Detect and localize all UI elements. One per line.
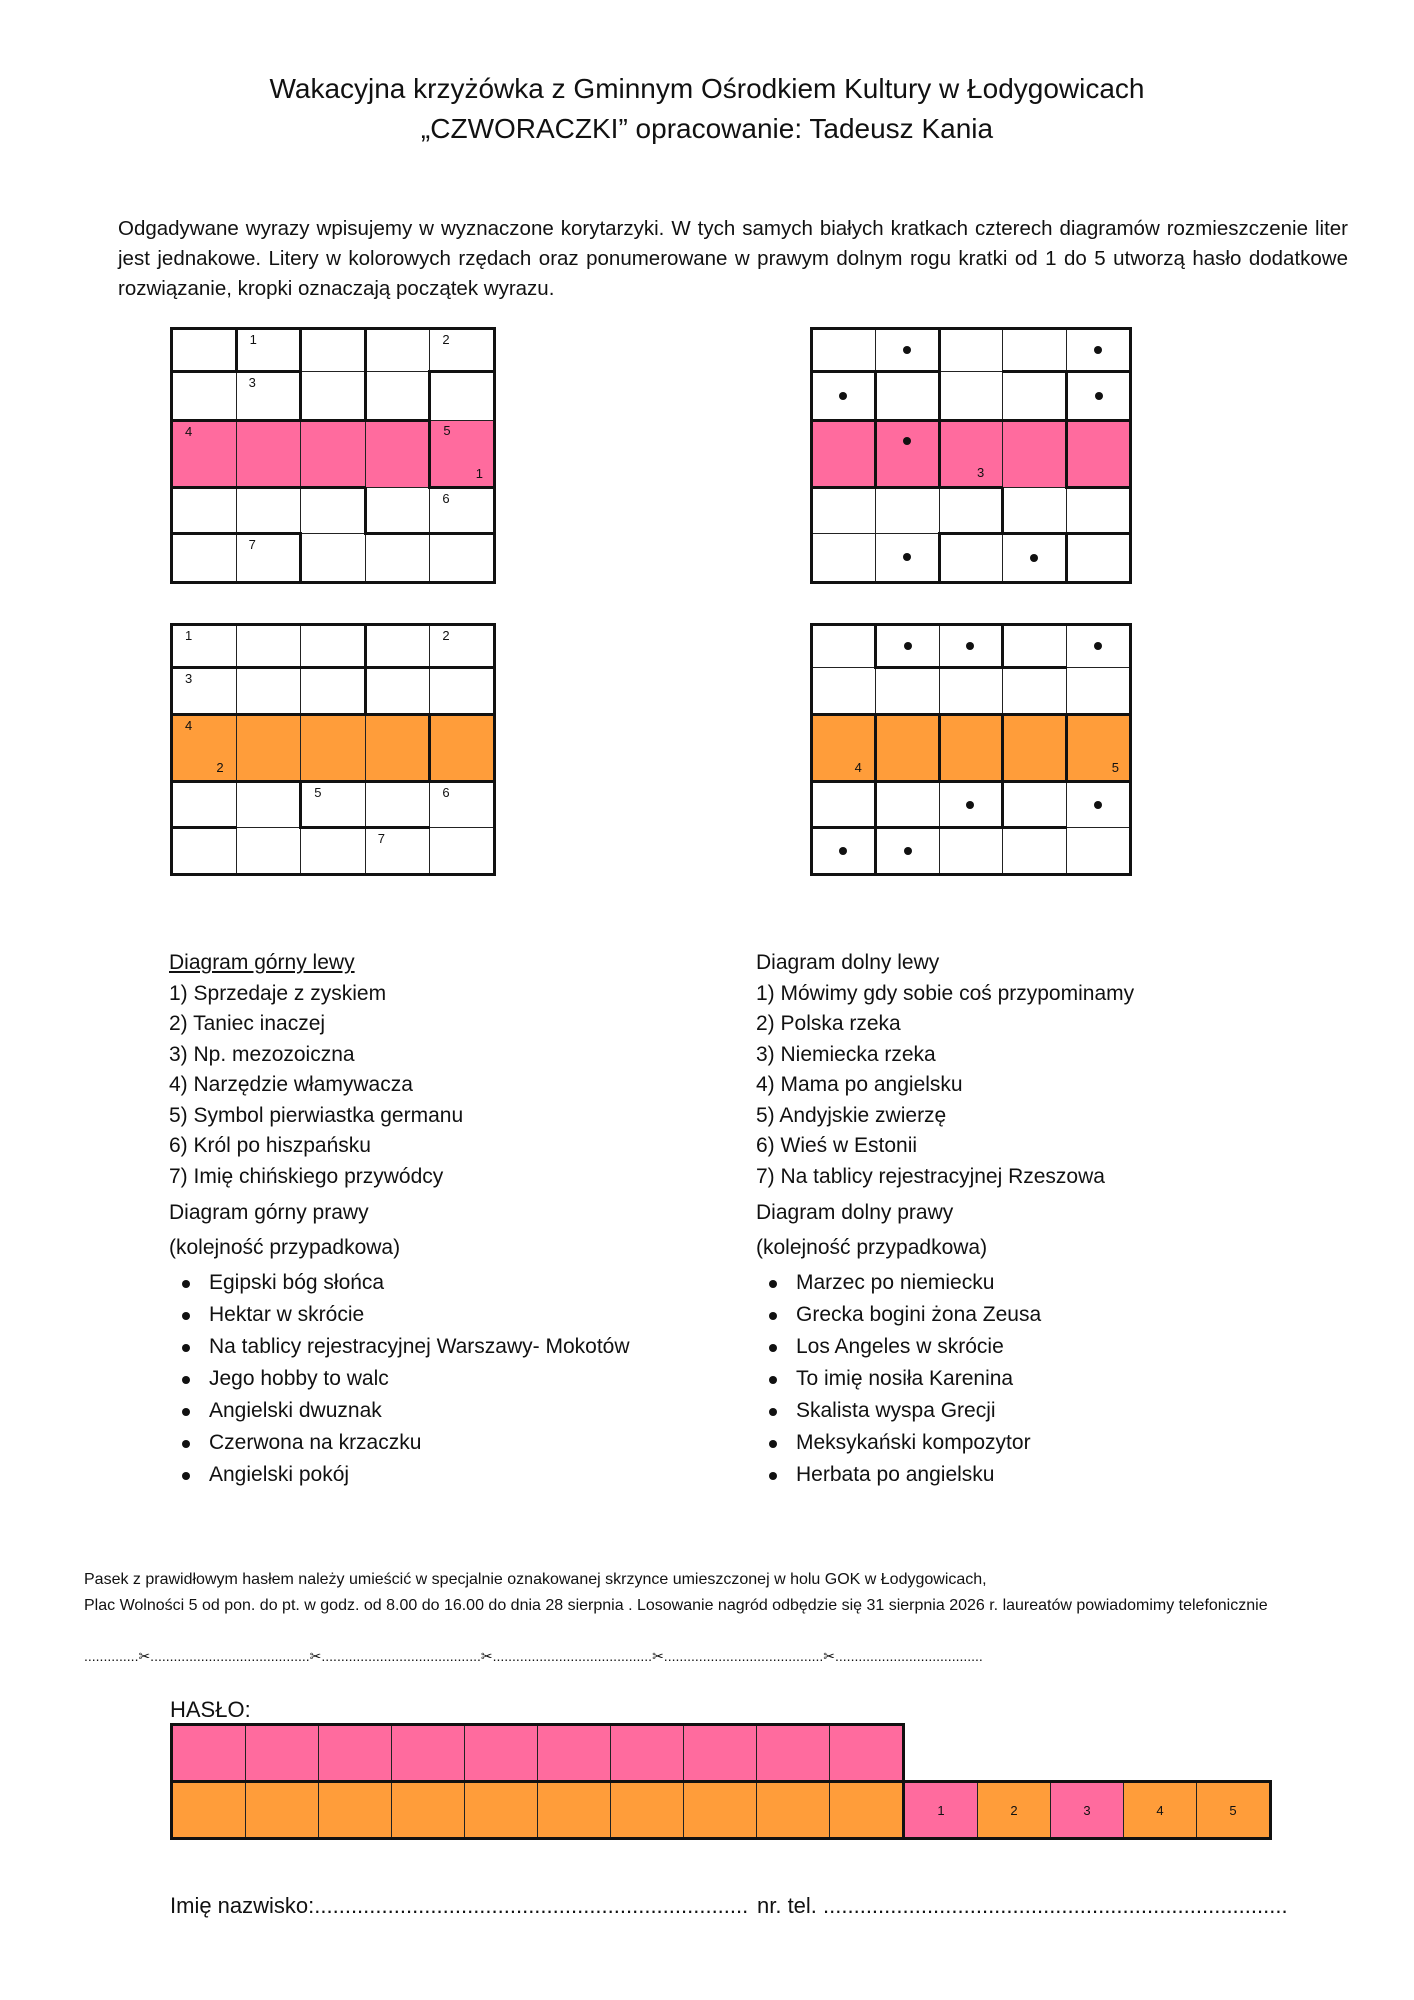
clue-item: Angielski pokój [209,1459,630,1491]
clue-item: Jego hobby to walc [209,1363,630,1395]
grid-cell[interactable] [939,625,1003,668]
grid-cell-colored[interactable] [939,420,1003,488]
grid-top-left [170,327,496,584]
haslo-cell[interactable] [538,1725,611,1782]
solution-number: 1 [475,466,483,482]
cell-number: 4 [185,717,193,733]
haslo-cell[interactable] [172,1782,246,1839]
grid-cell[interactable] [172,625,237,668]
cell-number: 5 [314,785,322,801]
cell-number: 5 [443,422,451,438]
clues-heading: Diagram górny prawy [169,1201,369,1224]
grid-cell-colored[interactable] [236,714,301,781]
grid-cell-colored[interactable] [875,420,939,488]
grid-cell-colored[interactable] [875,714,939,781]
grid-cell[interactable] [365,667,430,714]
clue-item: Herbata po angielsku [796,1459,1134,1491]
grid-bottom-left [170,623,496,876]
solution-number: 3 [977,465,985,480]
grid-cell-colored[interactable] [812,714,876,781]
solution-number: 2 [216,760,224,776]
haslo-cell[interactable] [246,1782,319,1839]
grid-cell-colored[interactable] [1067,420,1131,488]
footer-info [84,1567,1384,1619]
cell-number: 7 [377,831,386,847]
clue-item: 2) Polska rzeka [756,1012,901,1035]
start-dot-icon [903,346,911,354]
grid-cell[interactable] [430,533,495,582]
grid-cell[interactable] [365,488,430,533]
clue-item: Hektar w skrócie [209,1299,630,1331]
haslo-number-cell[interactable]: 1 [904,1782,978,1839]
grid-cell[interactable] [301,329,366,372]
grid-cell[interactable] [172,372,237,420]
clue-item: 4) Mama po angielsku [756,1073,963,1096]
grid-cell[interactable] [812,782,876,828]
haslo-orange-row [170,1780,1272,1840]
haslo-cell[interactable] [319,1725,392,1782]
clue-item: 7) Imię chińskiego przywódcy [169,1164,444,1188]
grid-cell[interactable] [875,533,939,582]
grid-cell[interactable] [1003,372,1067,420]
cell-number: 7 [248,536,256,552]
grid-cell[interactable] [236,488,301,533]
clue-list [756,1267,1134,1491]
haslo-number-cell[interactable]: 3 [1051,1782,1124,1839]
grid-cell[interactable] [430,488,495,533]
intro-paragraph: Odgadywane wyrazy wpisujemy w wyznaczone korytarzyki. W tych samych białych kratkach czterech diagramów rozmieszczenie liter jest jednakowe. Litery w kolorowych rzędach oraz ponumerowane w prawym dolnym rogu kratki od 1 do 5 utworzą hasło dodatkowe rozwiązanie, kropki oznaczają początek wyrazu. [118,217,1348,300]
solution-number: 4 [854,760,862,776]
clue-item: Angielski dwuznak [209,1395,630,1427]
grid-cell[interactable] [430,828,495,875]
start-dot-icon [904,642,912,650]
grid-cell[interactable] [875,625,939,668]
clue-item: Grecka bogini żona Zeusa [796,1299,1134,1331]
grid-cell-colored[interactable] [430,420,495,488]
grid-cell-colored[interactable] [939,714,1003,781]
cell-number: 6 [442,491,450,507]
grid-cell[interactable] [1067,828,1131,875]
cell-number: 3 [185,670,193,686]
grid-cell[interactable] [812,625,876,668]
grid-cell[interactable] [1067,329,1131,372]
title-line-2: „CZWORACZKI” opracowanie: Tadeusz Kania [420,113,994,144]
cell-number: 4 [185,423,193,439]
start-dot-icon [966,642,974,650]
start-dot-icon [1094,346,1102,354]
footer-line-1: Pasek z prawidłowym hasłem należy umieścić w specjalnie oznakowanej skrzynce umieszczonej w holu GOK w Łodygowicach, [84,1571,987,1588]
clue-item: 1) Mówimy gdy sobie coś przypominamy [756,981,1135,1005]
haslo-cell[interactable] [611,1725,684,1782]
haslo-cell[interactable] [246,1725,319,1782]
grid-cell[interactable] [172,329,237,372]
clue-item: 4) Narzędzie włamywacza [169,1073,413,1096]
grid-cell[interactable] [172,488,237,533]
start-dot-icon [966,801,974,809]
grid-cell[interactable] [301,667,366,714]
grid-cell[interactable] [301,372,366,420]
solution-number: 5 [1111,760,1119,776]
grid-cell[interactable] [365,372,430,420]
clue-item: To imię nosiła Karenina [796,1363,1134,1395]
cut-line: ..............✂.........................................✂.........................................✂.........................................✂.........................................✂...................................... [84,1648,983,1664]
name-field[interactable]: Imię nazwisko:....................................................................... [170,1893,749,1918]
grid-cell[interactable] [430,625,495,668]
grid-top-right [810,327,1132,584]
grid-cell-colored[interactable] [1003,714,1067,781]
start-dot-icon [903,553,911,561]
clues-top-left [169,948,630,1491]
clues-heading: Diagram dolny lewy [756,951,940,974]
grid-cell[interactable] [1003,488,1067,533]
haslo-cell[interactable] [465,1782,538,1839]
start-dot-icon [1095,392,1103,400]
clue-item: Meksykański kompozytor [796,1427,1134,1459]
grid-cell-colored[interactable] [301,420,366,488]
title-line-1: Wakacyjna krzyżówka z Gminnym Ośrodkiem Kultury w Łodygowicach [269,73,1145,104]
grid-cell-colored[interactable] [430,714,495,781]
haslo-cell[interactable] [538,1782,611,1839]
grid-cell[interactable] [172,782,237,828]
clue-item: 6) Król po hiszpańsku [169,1134,371,1157]
haslo-cell[interactable] [465,1725,538,1782]
haslo-cell[interactable] [757,1782,830,1839]
grid-cell[interactable] [365,782,430,828]
grid-cell[interactable] [939,828,1003,875]
clue-item: Egipski bóg słońca [209,1267,630,1299]
clue-item: Skalista wyspa Grecji [796,1395,1134,1427]
cell-number: 3 [248,375,256,391]
haslo-cell[interactable] [392,1725,465,1782]
grid-bottom-right [810,623,1132,876]
haslo-cell[interactable] [392,1782,465,1839]
grid-cell[interactable] [875,488,939,533]
clue-item: Los Angeles w skrócie [796,1331,1134,1363]
cell-number: 1 [185,628,193,643]
grid-cell[interactable] [301,488,366,533]
grid-cell[interactable] [939,488,1003,533]
grid-cell-colored[interactable] [1003,420,1067,488]
grid-cell[interactable] [1003,625,1067,668]
haslo-label: HASŁO: [170,1697,251,1722]
grid-cell[interactable] [1003,828,1067,875]
grid-cell[interactable] [1003,782,1067,828]
grid-cell[interactable] [301,533,366,582]
clues-heading: Diagram górny lewy [169,951,355,974]
grid-cell[interactable] [236,372,301,420]
clues-bottom-left [756,948,1134,1491]
grid-cell[interactable] [1067,782,1131,828]
clue-item: 5) Andyjskie zwierzę [756,1103,947,1127]
grid-cell[interactable] [172,828,237,875]
grid-cell[interactable] [875,372,939,420]
grid-cell[interactable] [812,488,876,533]
grid-cell-colored[interactable] [301,714,366,781]
start-dot-icon [839,392,847,400]
grid-cell[interactable] [1067,667,1131,714]
grid-cell[interactable] [1003,329,1067,372]
start-dot-icon [904,847,912,855]
haslo-number-cell[interactable]: 5 [1197,1782,1271,1839]
grid-cell[interactable] [236,625,301,668]
start-dot-icon [1094,801,1102,809]
grid-cell[interactable] [875,782,939,828]
grid-cell[interactable] [236,533,301,582]
haslo-cell[interactable] [684,1725,757,1782]
cell-number: 1 [249,332,257,347]
grid-cell-colored[interactable] [236,420,301,488]
clues-heading: Diagram dolny prawy [756,1201,954,1224]
grid-cell[interactable] [1003,533,1067,582]
clue-list [169,979,630,1193]
phone-field[interactable]: nr. tel. ............................................................................ [757,1893,1288,1918]
grid-cell[interactable] [172,533,237,582]
haslo-cell[interactable] [319,1782,392,1839]
clue-item: 1) Sprzedaje z zyskiem [169,981,387,1005]
clue-item: 3) Np. mezozoiczna [169,1042,355,1066]
clue-list [169,1267,630,1491]
grid-cell[interactable] [1003,667,1067,714]
clue-item: 3) Niemiecka rzeka [756,1042,936,1066]
clue-item: 6) Wieś w Estonii [756,1134,918,1157]
grid-cell-colored[interactable] [365,420,430,488]
grid-cell-colored[interactable] [172,714,237,781]
grid-cell[interactable] [939,533,1003,582]
clues-note: (kolejność przypadkowa) [756,1235,988,1259]
grid-cell[interactable] [812,372,876,420]
grid-cell[interactable] [812,828,876,875]
haslo-number-cell[interactable]: 2 [978,1782,1051,1839]
haslo-cell[interactable] [611,1782,684,1839]
grid-cell[interactable] [1067,372,1131,420]
grid-cell[interactable] [812,329,876,372]
grid-cell[interactable] [172,667,237,714]
start-dot-icon [839,847,847,855]
grid-cell[interactable] [430,782,495,828]
haslo-cell[interactable] [830,1782,904,1839]
grid-cell[interactable] [875,329,939,372]
clue-item: Na tablicy rejestracyjnej Warszawy- Mokotów [209,1331,630,1363]
haslo-cell[interactable] [757,1725,830,1782]
grid-cell[interactable] [365,828,430,875]
grid-cell[interactable] [236,667,301,714]
grid-cell[interactable] [1067,625,1131,668]
grid-cell[interactable] [812,533,876,582]
start-dot-icon [1094,642,1102,650]
grid-cell[interactable] [939,329,1003,372]
haslo-number-cell[interactable]: 4 [1124,1782,1197,1839]
grid-cell[interactable] [939,372,1003,420]
grid-cell[interactable] [875,828,939,875]
grid-cell[interactable] [236,329,301,372]
start-dot-icon [903,437,911,445]
grid-cell[interactable] [236,828,301,875]
grid-cell[interactable] [301,828,366,875]
haslo-cell[interactable] [830,1725,904,1782]
grid-cell[interactable] [875,667,939,714]
grid-cell[interactable] [430,372,495,420]
grid-cell[interactable] [365,533,430,582]
grid-cell-colored[interactable] [365,714,430,781]
haslo-cell[interactable] [684,1782,757,1839]
grid-cell-colored[interactable] [1067,714,1131,781]
haslo-pink-row [170,1723,905,1783]
clue-item: Marzec po niemiecku [796,1267,1134,1299]
clue-item: 7) Na tablicy rejestracyjnej Rzeszowa [756,1164,1105,1188]
grid-cell[interactable] [430,329,495,372]
grid-cell[interactable] [1067,488,1131,533]
clue-item: 5) Symbol pierwiastka germanu [169,1103,464,1127]
footer-line-2: Plac Wolności 5 od pon. do pt. w godz. od 8.00 do 16.00 do dnia 28 sierpnia . Losowanie nagród odbędzie się 31 sierpnia 2026 r. laureatów powiadomimy telefonicznie [84,1597,1268,1614]
clue-item: 2) Taniec inaczej [169,1012,326,1035]
grid-cell[interactable] [365,329,430,372]
grid-cell[interactable] [1067,533,1131,582]
grid-cell[interactable] [301,782,366,828]
cell-number: 2 [442,628,450,643]
clue-item: Czerwona na krzaczku [209,1427,630,1459]
haslo-cell[interactable] [172,1725,246,1782]
cell-number: 6 [442,785,450,801]
grid-cell-colored[interactable] [172,420,237,488]
clues-note: (kolejność przypadkowa) [169,1235,401,1259]
grid-cell[interactable] [939,667,1003,714]
start-dot-icon [1030,554,1038,562]
cell-number: 2 [442,332,450,347]
clue-list [756,979,1134,1193]
grid-cell[interactable] [812,667,876,714]
grid-cell[interactable] [430,667,495,714]
grid-cell[interactable] [939,782,1003,828]
grid-cell[interactable] [236,782,301,828]
grid-cell[interactable] [301,625,366,668]
grid-cell[interactable] [365,625,430,668]
grid-cell-colored[interactable] [812,420,876,488]
